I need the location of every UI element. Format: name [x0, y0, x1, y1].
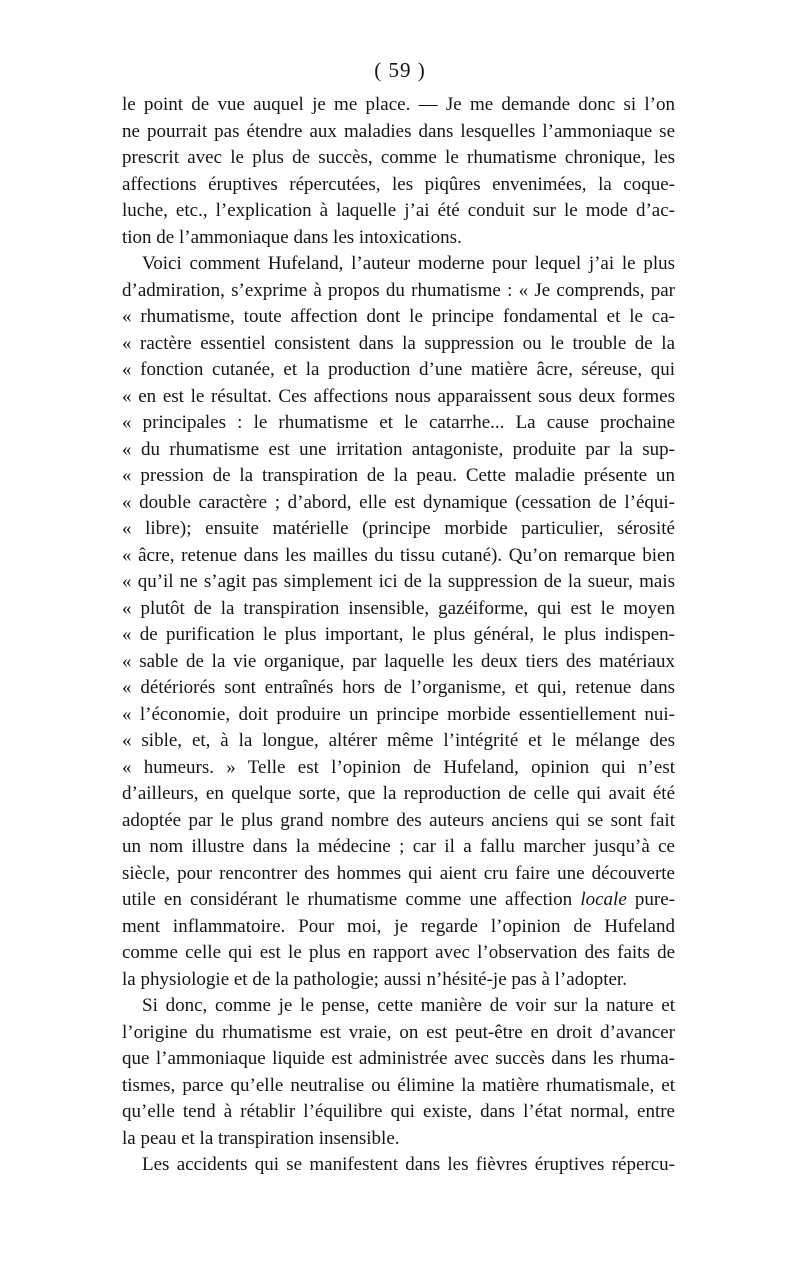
text-line-content: ne pourrait pas étendre aux maladies dans lesquelles l’ammoniaque se [122, 120, 675, 142]
text-line [122, 357, 675, 384]
page-number: ( 59 ) [374, 58, 426, 82]
text-line-content: comme celle qui est le plus en rapport avec l’observation des faits de [122, 942, 675, 963]
text-line-content: siècle, pour rencontrer des hommes qui aient cru faire une découverte [122, 862, 675, 884]
text-line [122, 119, 675, 146]
text-line [122, 384, 675, 411]
text-line-content: utile en considérant le rhumatisme comme une affection [122, 889, 573, 910]
text-line-content: « plutôt de la transpiration insensible, gazéiforme, qui est le moyen [122, 597, 675, 619]
text-line [122, 1099, 675, 1126]
text-line-content: un nom illustre dans la médecine ; car il a fallu marcher jusqu’à ce [122, 836, 675, 857]
text-line-content: tismes, parce qu’elle neutralise ou élimine la matière rhumatismale, et [122, 1074, 675, 1096]
text-line-content: « qu’il ne s’agit pas simplement ici de la suppression de la sueur, mais [122, 571, 675, 592]
text-line-content: « fonction cutanée, et la production d’une matière âcre, séreuse, qui [122, 359, 675, 380]
text-line-content: affections éruptives répercutées, les piqûres envenimées, la coque- [122, 173, 675, 195]
text-line [122, 940, 675, 967]
text-line-content: Les accidents qui se manifestent dans les fièvres éruptives répercu- [142, 1154, 675, 1175]
text-line [122, 251, 675, 278]
text-line-content: luche, etc., l’explication à laquelle j’ai été conduit sur le mode d’ac- [122, 200, 675, 221]
text-line [122, 1046, 675, 1073]
text-line [122, 331, 675, 358]
text-line-content: « ractère essentiel consistent dans la suppression ou le trouble de la [122, 332, 675, 354]
text-line-content: la peau et la transpiration insensible. [122, 1127, 400, 1149]
body-text [122, 92, 675, 1179]
text-line-content: « de purification le plus important, le plus général, le plus indispen- [122, 624, 675, 645]
text-line [122, 1152, 675, 1179]
text-line-content: « pression de la transpiration de la peau. Cette maladie présente un [122, 465, 675, 486]
text-line [122, 410, 675, 437]
text-line [122, 516, 675, 543]
text-line-continuation: pure- [626, 889, 675, 910]
text-line-content: « humeurs. » Telle est l’opinion de Hufeland, opinion qui n’est [122, 756, 675, 778]
text-line-content: d’ailleurs, en quelque sorte, que la reproduction de celle qui avait été [122, 783, 675, 804]
text-line-content: « double caractère ; d’abord, elle est dynamique (cessation de l’équi- [122, 491, 675, 513]
text-line [122, 304, 675, 331]
text-line-content: « principales : le rhumatisme et le catarrhe... La cause prochaine [122, 412, 675, 433]
text-line [122, 622, 675, 649]
text-line [122, 172, 675, 199]
text-line-content: ment inflammatoire. Pour moi, je regarde l’opinion de Hufeland [122, 915, 675, 937]
text-line [122, 1020, 675, 1047]
text-line-content: « libre); ensuite matérielle (principe morbide particulier, sérosité [122, 518, 675, 539]
text-line [122, 834, 675, 861]
text-line-content: tion de l’ammoniaque dans les intoxications. [122, 226, 462, 248]
text-line [122, 702, 675, 729]
text-line [122, 92, 675, 119]
text-line-content: Voici comment Hufeland, l’auteur moderne pour lequel j’ai le plus [142, 253, 675, 274]
text-line [122, 225, 675, 252]
text-line [122, 198, 675, 225]
text-line [122, 887, 675, 914]
text-line [122, 914, 675, 941]
text-line [122, 993, 675, 1020]
text-line [122, 861, 675, 888]
text-line [122, 675, 675, 702]
text-line [122, 1126, 675, 1153]
text-line-content: « rhumatisme, toute affection dont le principe fondamental et le ca- [122, 306, 675, 327]
emphasized-word: locale [580, 889, 627, 910]
text-line-content: d’admiration, s’exprime à propos du rhumatisme : « Je comprends, par [122, 279, 675, 301]
text-line-content: « sable de la vie organique, par laquelle les deux tiers des matériaux [122, 650, 675, 672]
text-line [122, 437, 675, 464]
text-line [122, 490, 675, 517]
text-line [122, 278, 675, 305]
text-line-content: adoptée par le plus grand nombre des auteurs anciens qui se sont fait [122, 809, 675, 831]
text-line-content: Si donc, comme je le pense, cette manière de voir sur la nature et [142, 995, 675, 1016]
text-line-content: « sible, et, à la longue, altérer même l’intégrité et le mélange des [122, 730, 675, 751]
text-line-content: « en est le résultat. Ces affections nous apparaissent sous deux formes [122, 385, 675, 407]
text-line-content: « âcre, retenue dans les mailles du tissu cutané). Qu’on remarque bien [122, 544, 675, 566]
text-line-content: « du rhumatisme est une irritation antagoniste, produite par la sup- [122, 438, 675, 460]
text-line [122, 755, 675, 782]
text-line-content: l’origine du rhumatisme est vraie, on est peut-être en droit d’avancer [122, 1021, 675, 1043]
text-line [122, 808, 675, 835]
text-line-content: le point de vue auquel je me place. — Je me demande donc si l’on [122, 94, 675, 115]
text-line-content: « l’économie, doit produire un principe morbide essentiellement nui- [122, 703, 675, 725]
text-line-content: « détériorés sont entraînés hors de l’organisme, et qui, retenue dans [122, 677, 675, 698]
text-line [122, 596, 675, 623]
text-line-content: qu’elle tend à rétablir l’équilibre qui existe, dans l’état normal, entre [122, 1101, 675, 1122]
text-line-content: que l’ammoniaque liquide est administrée avec succès dans les rhuma- [122, 1048, 675, 1069]
text-line [122, 781, 675, 808]
text-line [122, 463, 675, 490]
text-line [122, 649, 675, 676]
text-line [122, 728, 675, 755]
text-line [122, 1073, 675, 1100]
text-line [122, 543, 675, 570]
text-line-content: prescrit avec le plus de succès, comme le rhumatisme chronique, les [122, 147, 675, 168]
text-line [122, 145, 675, 172]
text-line [122, 967, 675, 994]
text-line-content: la physiologie et de la pathologie; aussi n’hésité-je pas à l’adopter. [122, 968, 627, 990]
text-line [122, 569, 675, 596]
